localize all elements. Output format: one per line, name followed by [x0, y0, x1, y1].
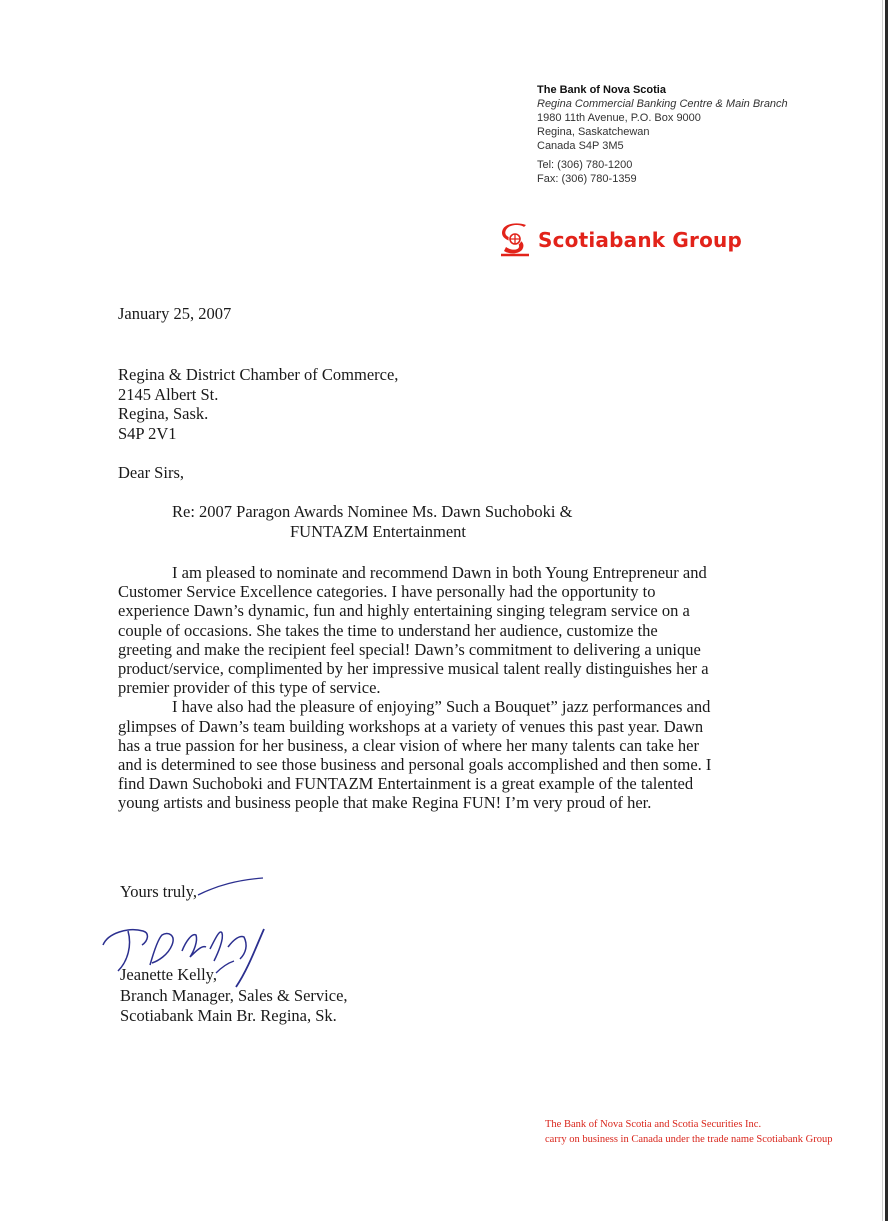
telephone: Tel: (306) 780-1200	[537, 159, 633, 171]
signature-block	[120, 965, 348, 1027]
body-line: I have also had the pleasure of enjoying” Such a Bouquet” jazz performances and	[172, 697, 711, 717]
body-line: young artists and business people that make Regina FUN! I’m very proud of her.	[118, 793, 652, 813]
letterhead	[537, 83, 788, 186]
scotiabank-logo	[500, 223, 742, 257]
bank-name: The Bank of Nova Scotia	[537, 84, 666, 96]
footer-line: carry on business in Canada under the trade name Scotiabank Group	[545, 1134, 833, 1145]
scotiabank-s-icon	[500, 223, 530, 257]
closing: Yours truly,	[120, 882, 198, 901]
body-line: premier provider of this type of service.	[118, 678, 381, 698]
subject-line	[172, 502, 572, 541]
address-line: 1980 11th Avenue, P.O. Box 9000	[537, 112, 701, 124]
body-line: greeting and make the recipient feel special! Dawn’s commitment to delivering a unique	[118, 639, 701, 659]
recipient-line: S4P 2V1	[118, 423, 177, 443]
subject-line-2: FUNTAZM Entertainment	[290, 521, 467, 541]
legal-footer	[545, 1117, 833, 1147]
footer-line: The Bank of Nova Scotia and Scotia Securities Inc.	[545, 1119, 762, 1130]
body-line: and is determined to see those business and personal goals accomplished and then some. I	[118, 755, 712, 775]
body-line: I am pleased to nominate and recommend Dawn in both Young Entrepreneur and	[172, 563, 707, 582]
signer-branch: Scotiabank Main Br. Regina, Sk.	[120, 1006, 337, 1025]
body-line: Customer Service Excellence categories. I have personally had the opportunity to	[118, 582, 656, 602]
salutation: Dear Sirs,	[118, 463, 184, 482]
branch-name: Regina Commercial Banking Centre & Main Branch	[537, 98, 788, 110]
body-line: couple of occasions. She takes the time to understand her audience, customize the	[118, 620, 658, 640]
body-line: has a true passion for her business, a clear vision of where her many talents can take her	[118, 735, 699, 755]
recipient-address	[118, 365, 398, 443]
page-edge-shadow	[882, 0, 883, 1221]
body-line: experience Dawn’s dynamic, fun and highly entertaining singing telegram service on a	[118, 601, 690, 621]
body-line: glimpses of Dawn’s team building workshops at a variety of venues this past year. Dawn	[118, 716, 704, 736]
fax: Fax: (306) 780-1359	[537, 173, 637, 185]
body-line: find Dawn Suchoboki and FUNTAZM Entertainment is a great example of the talented	[118, 774, 694, 794]
recipient-line: 2145 Albert St.	[118, 384, 219, 404]
subject-line-1: Re: 2007 Paragon Awards Nominee Ms. Dawn Suchoboki &	[172, 502, 573, 521]
signer-name: Jeanette Kelly,	[120, 965, 217, 984]
address-line: Regina, Saskatchewan	[537, 126, 650, 138]
letter-date: January 25, 2007	[118, 304, 232, 323]
letter-body	[118, 563, 758, 813]
recipient-line: Regina, Sask.	[118, 404, 209, 423]
body-line: product/service, complimented by her impressive musical talent really distinguishes her a	[118, 659, 709, 679]
recipient-line: Regina & District Chamber of Commerce,	[118, 365, 399, 384]
address-line: Canada S4P 3M5	[537, 140, 624, 152]
logo-wordmark: Scotiabank Group	[538, 228, 743, 252]
signer-title: Branch Manager, Sales & Service,	[120, 985, 348, 1005]
